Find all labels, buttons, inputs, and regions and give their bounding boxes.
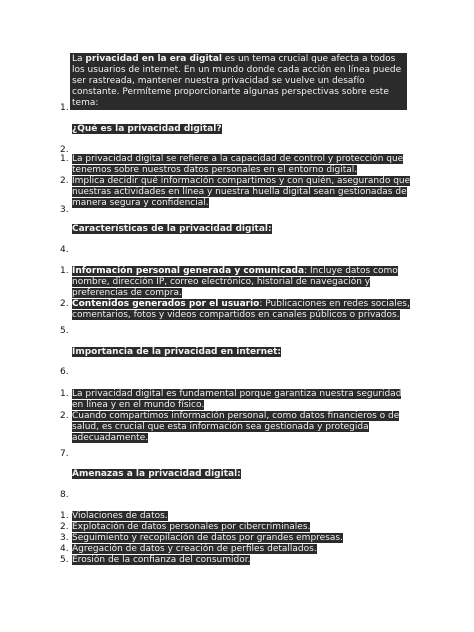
section-heading-what-is: ¿Qué es la privacidad digital? <box>72 124 222 134</box>
list-marker-8: 8. <box>60 490 69 500</box>
list-item-text: Violaciones de datos. <box>72 511 168 521</box>
list-item-text: Cuando compartimos información personal, como datos financieros o de salud, es crucial que esta información sea gestionada y protegida adecuadamente. <box>72 411 400 443</box>
list-item: 1. Violaciones de datos. <box>60 511 168 521</box>
list-item-text: La privacidad digital es fundamental porque garantiza nuestra seguridad en línea y en el mundo físico. <box>72 389 402 410</box>
list-item-text: Implica decidir qué información compartimos y con quién, asegurando que nuestras actividades en línea y nuestra huella digital sean gestionadas de manera segura y confidencial. <box>72 176 411 208</box>
list-marker-2: 2. <box>60 145 69 155</box>
list-item: 5. Erosión de la confianza del consumidor. <box>60 555 251 565</box>
list-marker-5: 5. <box>60 326 69 336</box>
characteristics-list <box>60 266 415 321</box>
list-item: 1. La privacidad digital es fundamental porque garantiza nuestra seguridad en línea y en el mundo físico. <box>60 389 402 410</box>
list-marker-6: 6. <box>60 367 69 377</box>
list-item-text: : Publicaciones en redes sociales, comentarios, fotos y videos compartidos en canales públicos o privados. <box>72 299 410 320</box>
list-item-bold-term: Contenidos generados por el usuario <box>72 299 260 309</box>
list-item-text: La privacidad digital se refiere a la capacidad de control y protección que tenemos sobre nuestros datos personales en el entorno digital. <box>72 154 404 175</box>
list-marker-3: 3. <box>60 205 69 215</box>
section-heading-importance: Importancia de la privacidad en internet: <box>72 347 281 357</box>
intro-bold-term: privacidad en la era digital <box>85 54 223 64</box>
intro-paragraph <box>70 53 407 110</box>
list-item: 2. Contenidos generados por el usuario: Publicaciones en redes sociales, comentarios, fotos y videos compartidos en canales públicos o privados. <box>60 299 410 320</box>
list-item-text: Seguimiento y recopilación de datos por grandes empresas. <box>72 533 343 543</box>
list-item-bold-term: Información personal generada y comunicada <box>72 266 305 276</box>
list-marker-1: 1. <box>60 103 69 113</box>
intro-text-start: La <box>72 54 86 64</box>
list-item: 4. Agregación de datos y creación de perfiles detallados. <box>60 544 317 554</box>
list-item: 2. Cuando compartimos información personal, como datos financieros o de salud, es crucial que esta información sea gestionada y protegida adecuadamente. <box>60 411 400 443</box>
threats-list <box>60 511 415 566</box>
list-marker-7: 7. <box>60 449 69 459</box>
section-heading-threats: Amenazas a la privacidad digital: <box>72 469 241 479</box>
list-item: 1. Información personal generada y comunicada: Incluye datos como nombre, dirección IP, correo electrónico, historial de navegación y preferencias de compra. <box>60 266 398 298</box>
intro-text-rest: es un tema crucial que afecta a todos los usuarios de internet. En un mundo donde cada acción en línea puede ser rastreada, mantener nuestra privacidad se vuelve un desafío constante. Permíteme proporcionarte algunas perspectivas sobre este tema: <box>72 54 402 108</box>
definition-list <box>60 154 415 209</box>
importance-list <box>60 389 415 444</box>
list-item-text: Erosión de la confianza del consumidor. <box>72 555 251 565</box>
list-item: 1. La privacidad digital se refiere a la capacidad de control y protección que tenemos sobre nuestros datos personales en el entorno digital. <box>60 154 404 175</box>
list-marker-4: 4. <box>60 245 69 255</box>
list-item-text: : Incluye datos como nombre, dirección IP, correo electrónico, historial de navegación y preferencias de compra. <box>72 266 398 298</box>
section-heading-characteristics: Características de la privacidad digital: <box>72 224 272 234</box>
list-item-text: Agregación de datos y creación de perfiles detallados. <box>72 544 317 554</box>
list-item-text: Explotación de datos personales por cibercriminales. <box>72 522 311 532</box>
list-item: 2. Implica decidir qué información compartimos y con quién, asegurando que nuestras actividades en línea y nuestra huella digital sean gestionadas de manera segura y confidencial. <box>60 176 411 208</box>
list-item: 3. Seguimiento y recopilación de datos por grandes empresas. <box>60 533 343 543</box>
list-item: 2. Explotación de datos personales por cibercriminales. <box>60 522 311 532</box>
